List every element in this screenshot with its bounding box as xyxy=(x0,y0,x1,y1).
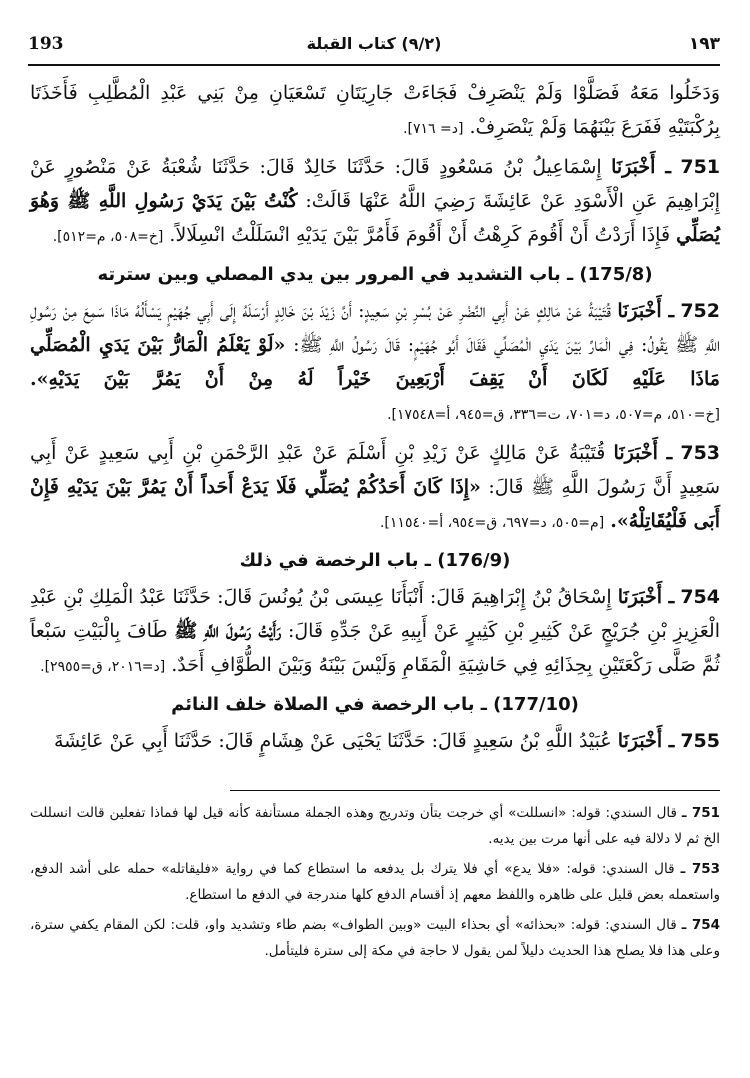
hadith-chain: إِسْحَاقُ بْنُ إِبْرَاهِيمَ قَالَ: أَنْبَأَنَا عِيسَى بْنُ يُونُسَ قَالَ: حَدَّثَنَا عَبْدُ الْمَلِكِ بْنِ عَبْدِ الْعَزِيزِ بْنِ جُرَيْجٍ عَنْ كَثِيرِ بْنِ كَثِيرٍ عَنْ أَبِيهِ عَنْ جَدِّهِ قَالَ: xyxy=(30,586,720,642)
hadith-751 xyxy=(30,150,720,254)
hadith-opening: ـ أَخْبَرَنَا xyxy=(617,300,675,322)
hadith-text: طَافَ بِالْبَيْتِ سَبْعاً ثُمَّ صَلَّى رَكْعَتَيْنِ بِحِذَائِهِ فِي حَاشِيَةِ الْمَقَامِ وَلَيْسَ بَيْنَهُ وَبَيْنَ الطُّوَّافِ أَحَدٌ. xyxy=(30,620,720,676)
hadith-matn: كُنْتُ بَيْنَ يَدَيْ رَسُولِ اللَّهِ ﷺ وَهُوَ يُصَلِّي xyxy=(30,190,720,246)
footnote-text: قال السندي: قوله: «فلا يدع» أي فلا يترك بل يدفعه ما استطاع كما في رواية «فليقاتله» حمله على أشد الدفع، واستعمله بعض قليل على ظاهره واللفظ معهم إذ أقسام الدفع كلها مندرجة في الدفع ما استطاع. xyxy=(30,861,720,903)
footnote-text: قال السندي: قوله: «انسللت» أي خرجت بتأن وتدريج وهذه الجملة مستأنفة كأنه قيل لها فماذا تفعلين قالت انسللت الخ ثم لا دلالة فيه على أنها مرت بين يديه. xyxy=(30,805,720,847)
hadith-opening: ـ أَخْبَرَنَا xyxy=(617,586,675,608)
hadith-reference: [م=٥٠٥، د=٦٩٧، ق=٩٥٤، أ=١١٥٤٠]. xyxy=(379,515,605,531)
page-number-arabic: ١٩٣ xyxy=(688,34,720,54)
hadith-text: فَإِذَا أَرَدْتُ أَنْ أَقُومَ كَرِهْتُ أَنْ أَقُومَ فَأَمُرَّ بَيْنَ يَدَيْهِ انْسَلَلْتُ انْسِلَالاً. xyxy=(169,224,671,246)
hadith-755 xyxy=(30,724,720,758)
footnote-divider xyxy=(230,790,720,791)
hadith-752 xyxy=(30,294,720,432)
chapter-heading-175: (175/8) ـ باب التشديد في المرور بين يدي المصلي وبين سترته xyxy=(97,264,653,285)
hadith-reference: [خ=٥١٠، م=٥٠٧، د=٧٠١، ت=٣٣٦، ق=٩٤٥، أ=١٧٥٤٨]. xyxy=(387,407,720,423)
page-number-latin: 193 xyxy=(28,34,64,54)
hadith-754 xyxy=(30,580,720,684)
footnote-number: 751 ـ xyxy=(681,805,720,821)
hadith-number: 754 xyxy=(680,586,720,608)
hadith-chain: عُبَيْدُ اللَّهِ بْنُ سَعِيدٍ قَالَ: حَدَّثَنَا يَحْيَى عَنْ هِشَامٍ قَالَ: حَدَّثَنَا أَبِي عَنْ عَائِشَةَ xyxy=(53,730,612,752)
hadith-matn: رَأَيْتُ رَسُولَ اللَّهِ ﷺ xyxy=(174,620,282,642)
hadith-matn: «إِذَا كَانَ أَحَدُكُمْ يُصَلِّي فَلَا يَدَعْ أَحَداً أَنْ يَمُرَّ بَيْنَ يَدَيْهِ فَإِنْ أَبَى فَلْيُقَاتِلْهُ». xyxy=(30,476,720,532)
hadith-number: 752 xyxy=(680,300,720,322)
footnote-number: 753 ـ xyxy=(680,861,720,877)
hadith-chain: قُتَيْبَةُ عَنْ مَالِكٍ عَنْ زَيْدِ بْنِ أَسْلَمَ عَنْ عَبْدِ الرَّحْمَنِ بْنِ أَبِي سَعِيدٍ عَنْ أَبِي سَعِيدٍ أَنَّ رَسُولَ اللَّهِ ﷺ قَالَ: xyxy=(30,442,720,498)
paragraph-continuation xyxy=(30,76,720,146)
main-text xyxy=(30,76,720,762)
hadith-opening: ـ أَخْبَرَنَا xyxy=(611,156,671,178)
footnote-number: 754 ـ xyxy=(681,917,720,933)
hadith-reference: [د= ٧١٦]. xyxy=(403,121,464,137)
hadith-753 xyxy=(30,436,720,540)
hadith-chain: إِسْمَاعِيلُ بْنُ مَسْعُودٍ قَالَ: حَدَّثَنَا خَالِدٌ قَالَ: حَدَّثَنَا شُعْبَةُ عَنْ مَنْصُورٍ عَنْ إِبْرَاهِيمَ عَنِ الْأَسْوَدِ عَنْ عَائِشَةَ رَضِيَ اللَّهُ عَنْهَا قَالَتْ: xyxy=(30,156,720,212)
hadith-chain: قُتَيْبَةُ عَنْ مَالِكٍ عَنْ أَبِي النَّضْرِ عَنْ بُسْرِ بْنِ سَعِيدٍ: أَنَّ زَيْدَ بْنَ خَالِدٍ أَرْسَلَهُ إِلَى أَبِي جُهَيْمٍ يَسْأَلُهُ مَاذَا سَمِعَ مِنْ رَسُولِ اللَّهِ ﷺ يَقُولُ: فِي الْمَارِّ بَيْنَ يَدَيِ الْمُصَلِّي فَقَالَ أَبُو جُهَيْمٍ: قَالَ رَسُولُ اللَّهِ ﷺ: xyxy=(30,300,720,356)
footnote-754 xyxy=(30,912,720,964)
footnote-751 xyxy=(30,800,720,852)
hadith-reference: [د=٢٠١٦، ق=٢٩٥٥]. xyxy=(40,659,166,675)
hadith-opening: ـ أَخْبَرَنَا xyxy=(613,442,673,464)
page-header xyxy=(28,30,720,66)
running-title: (٩/٢) كتاب القبلة xyxy=(306,34,442,53)
chapter-heading-177: (177/10) ـ باب الرخصة في الصلاة خلف النائم xyxy=(171,694,579,715)
hadith-number: 751 xyxy=(680,156,721,178)
footnote-753 xyxy=(30,856,720,908)
hadith-matn: «لَوْ يَعْلَمُ الْمَارُّ بَيْنَ يَدَيِ الْمُصَلِّي مَاذَا عَلَيْهِ لَكَانَ أَنْ يَقِفَ أَرْبَعِينَ خَيْراً لَهُ مِنْ أَنْ يَمُرَّ بَيْنَ يَدَيْهِ». xyxy=(30,334,720,390)
hadith-text: وَدَخَلُوا مَعَهُ فَصَلَّوْا وَلَمْ يَنْصَرِفْ فَجَاءَتْ جَارِيَتَانِ تَسْعَيَانِ مِنْ بَنِي عَبْدِ الْمُطَّلِبِ فَأَخَذَتَا بِرُكْبَتَيْهِ فَفَرَعَ بَيْنَهُمَا وَلَمْ يَنْصَرِفْ. xyxy=(30,82,720,138)
hadith-number: 755 xyxy=(680,730,720,752)
hadith-reference: [خ=٥٠٨، م=٥١٢]. xyxy=(52,229,164,245)
hadith-number: 753 xyxy=(680,442,721,464)
footnotes xyxy=(30,800,720,968)
hadith-opening: ـ أَخْبَرَنَا xyxy=(617,730,675,752)
footnote-text: قال السندي: قوله: «بحذائه» أي بحذاء البيت «وبين الطواف» بضم طاء وتشديد واو، قلت: لكن المقام يكفي سترة، وعلى هذا فلا يصلح هذا الحديث دليلاً لمن يقول لا حاجة في مكة إلى سترة فليتأمل. xyxy=(30,917,720,959)
chapter-heading-176: (176/9) ـ باب الرخصة في ذلك xyxy=(239,550,511,571)
